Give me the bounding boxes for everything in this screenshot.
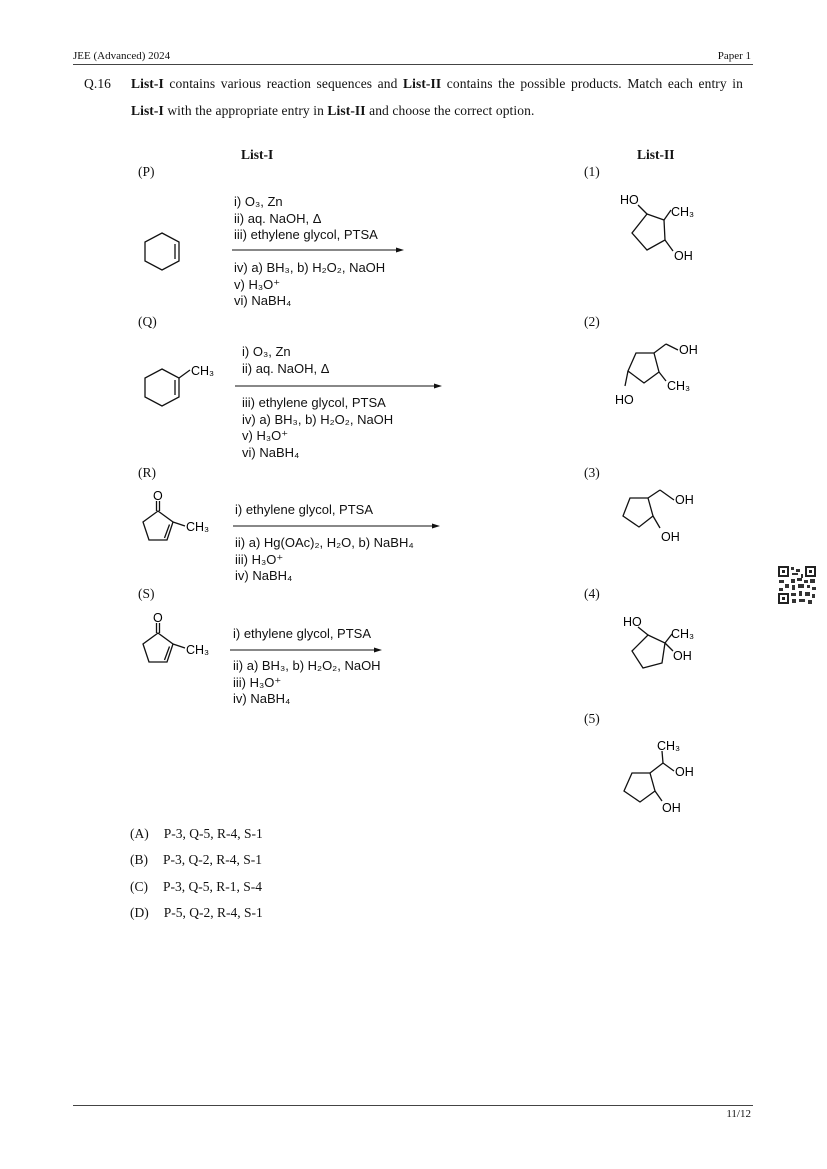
reagent-line: ii) aq. NaOH, Δ (242, 360, 330, 376)
product-4-structure (615, 610, 725, 680)
exam-title: JEE (Advanced) 2024 (73, 50, 171, 62)
option-key: (C) (130, 879, 148, 894)
option-text: P-5, Q-2, R-4, S-1 (163, 905, 263, 920)
qr-code-icon (777, 565, 817, 605)
option-key: (A) (130, 826, 149, 841)
reaction-arrow-r (233, 520, 443, 532)
r-oxygen: O (153, 489, 163, 503)
product-2-structure (612, 338, 722, 413)
reagent-line: i) O₃, Zn (234, 194, 283, 209)
product-4-group: OH (673, 649, 692, 663)
reagents-r-above (235, 502, 373, 519)
reagent-line: v) H₃O⁺ (242, 428, 289, 443)
product-3-structure (612, 488, 722, 553)
methylcyclopentenone-structure-r (130, 488, 220, 558)
question-text-run: contains various reaction sequences and (163, 76, 404, 91)
s-oxygen: O (153, 611, 163, 625)
option-key: (D) (130, 905, 149, 920)
reagent-line: v) H₃O⁺ (234, 276, 281, 292)
reagent-line: vi) NaBH₄ (242, 444, 300, 460)
option-c[interactable] (130, 879, 262, 895)
reagents-p-above (234, 194, 378, 244)
option-text: P-3, Q-5, R-4, S-1 (163, 826, 263, 841)
list2-label-5: (5) (584, 711, 600, 726)
question-number: Q.16 (84, 76, 112, 91)
question-text-run: contains the possible products. Match each entry in (441, 76, 743, 91)
question-keyword: List-II (327, 103, 366, 118)
reagent-line: iii) ethylene glycol, PTSA (242, 395, 386, 410)
reagents-s-above (233, 626, 371, 643)
question-keyword: List-I (131, 103, 164, 118)
product-1-group: CH₃ (671, 205, 695, 219)
question-keyword: List-II (403, 76, 442, 91)
list2-label-3: (3) (584, 465, 600, 480)
reagent-line: ii) a) Hg(OAc)₂, H₂O, b) NaBH₄ (235, 535, 414, 550)
option-b[interactable] (130, 852, 262, 868)
question-text (131, 70, 743, 124)
list2-label-4: (4) (584, 586, 600, 601)
methylcyclopentenone-structure-s (130, 610, 220, 680)
page-number: 11/12 (726, 1108, 751, 1120)
list1-label-q: (Q) (138, 314, 157, 329)
cyclohexene-structure (135, 225, 195, 275)
reagent-line: iv) a) BH₃, b) H₂O₂, NaOH (242, 411, 394, 427)
reagent-line: iii) H₃O⁺ (235, 551, 284, 567)
product-1-structure (615, 188, 725, 268)
reagents-q-above (242, 344, 329, 377)
q-substituent: CH₃ (191, 364, 215, 378)
product-2-group: CH₃ (667, 379, 691, 393)
reagent-line: vi) NaBH₄ (234, 293, 292, 308)
s-methyl: CH₃ (186, 643, 210, 657)
product-1-group: OH (674, 249, 693, 263)
reagent-line: i) ethylene glycol, PTSA (235, 502, 374, 517)
reagents-q-below (242, 395, 393, 461)
reagent-line: iv) NaBH₄ (235, 568, 293, 583)
reagents-s-below (233, 658, 381, 708)
reagent-line: i) ethylene glycol, PTSA (233, 626, 372, 641)
methylcyclohexene-structure (135, 357, 225, 412)
product-4-group: CH₃ (671, 627, 695, 641)
r-methyl: CH₃ (186, 520, 210, 534)
reagent-line: iv) NaBH₄ (233, 691, 291, 706)
reagent-line: i) O₃, Zn (242, 344, 291, 359)
product-5-group: OH (675, 765, 694, 779)
product-1-group: HO (620, 193, 639, 207)
reaction-arrow-p (232, 244, 407, 256)
option-text: P-3, Q-2, R-4, S-1 (163, 852, 263, 867)
reagents-p-below (234, 260, 385, 310)
paper-label: Paper 1 (717, 50, 751, 62)
list1-heading: List-I (241, 147, 274, 162)
option-d[interactable] (130, 905, 263, 921)
reaction-arrow-s (230, 644, 385, 656)
product-5-group: OH (662, 801, 681, 815)
reagent-line: iv) a) BH₃, b) H₂O₂, NaOH (234, 260, 386, 275)
list1-label-p: (P) (138, 164, 155, 179)
list2-label-1: (1) (584, 164, 600, 179)
list1-label-s: (S) (138, 586, 155, 601)
product-5-group: CH₃ (657, 739, 681, 753)
reagent-line: iii) ethylene glycol, PTSA (234, 227, 378, 242)
product-3-group: OH (661, 530, 680, 544)
reagents-r-below (235, 535, 414, 585)
option-text: P-3, Q-5, R-1, S-4 (163, 879, 263, 894)
product-2-group: HO (615, 393, 634, 407)
product-3-group: OH (675, 493, 694, 507)
header-rule (73, 64, 753, 65)
option-a[interactable] (130, 826, 263, 842)
reagent-line: iii) H₃O⁺ (233, 674, 282, 690)
reaction-arrow-q (235, 380, 445, 392)
footer-rule (73, 1105, 753, 1106)
product-5-structure (612, 735, 722, 820)
option-key: (B) (130, 852, 148, 867)
list1-label-r: (R) (138, 465, 156, 480)
product-2-group: OH (679, 343, 698, 357)
reagent-line: ii) aq. NaOH, Δ (234, 210, 322, 226)
list2-label-2: (2) (584, 314, 600, 329)
reagent-line: ii) a) BH₃, b) H₂O₂, NaOH (233, 658, 381, 673)
question-keyword: List-I (131, 76, 164, 91)
product-4-group: HO (623, 615, 642, 629)
question-text-run: with the appropriate entry in (163, 103, 328, 118)
question-text-run: and choose the correct option. (365, 103, 535, 118)
list2-heading: List-II (637, 147, 675, 162)
